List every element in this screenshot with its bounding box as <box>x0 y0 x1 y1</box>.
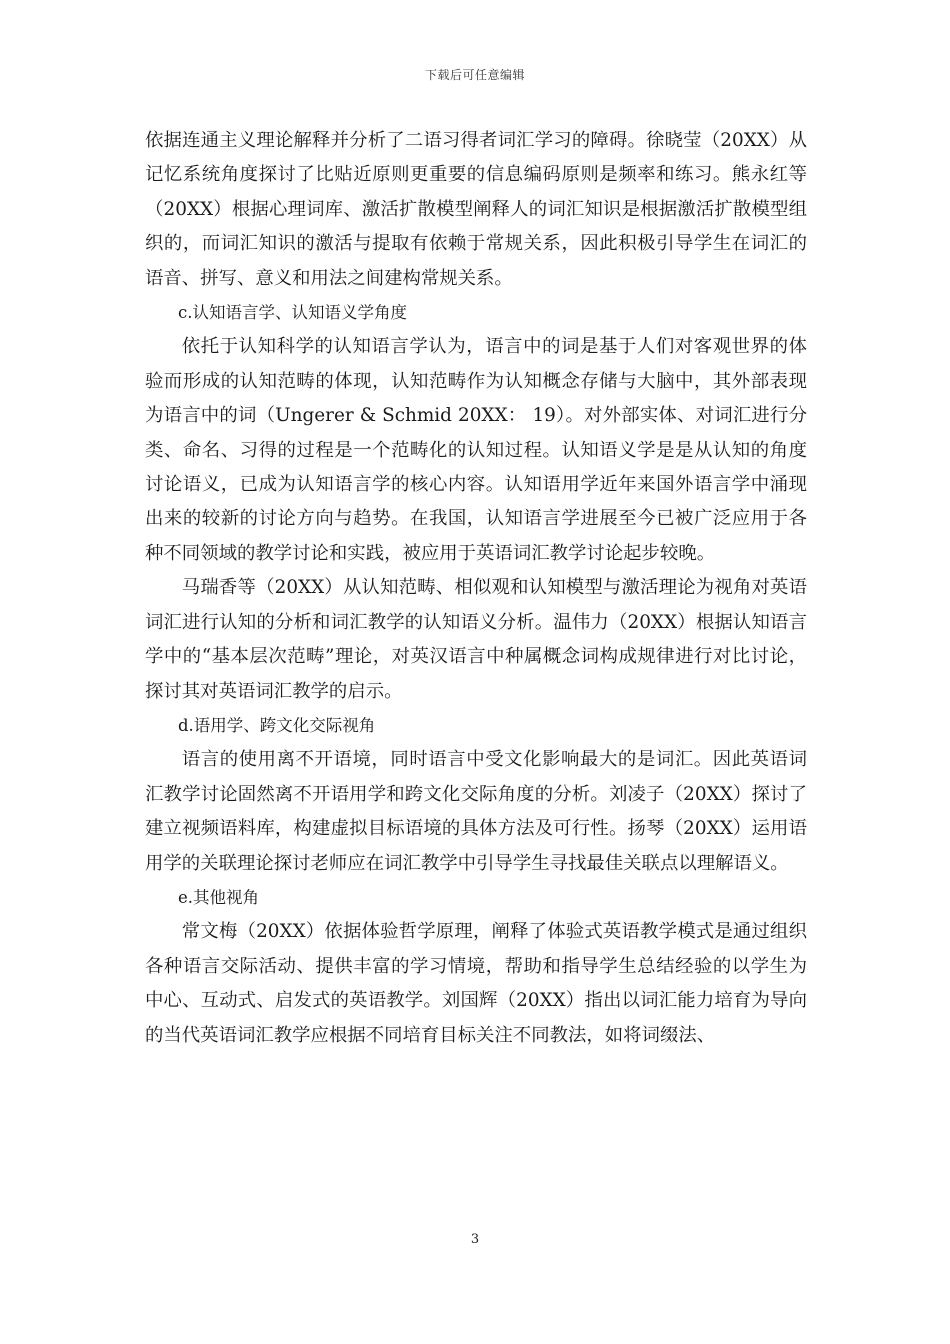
paragraph-4: 语言的使用离不开语境，同时语言中受文化影响最大的是词汇。因此英语词汇教学讨论固然离不开语用学和跨文化交际角度的分析。刘凌子（20XX）探讨了建立视频语料库，构建虚拟目标语境的具体方法及可行性。扬琴（20XX）运用语用学的关联理论探讨老师应在词汇教学中引导学生寻找最佳关联点以理解语义。 <box>145 749 807 874</box>
paragraph-3: 马瑞香等（20XX）从认知范畴、相似观和认知模型与激活理论为视角对英语词汇进行认知的分析和词汇教学的认知语义分析。温伟力（20XX）根据认知语言学中的“基本层次范畴”理论，对英汉语言中种属概念词构成规律进行对比讨论，探讨其对英语词汇教学的启示。 <box>145 577 807 702</box>
document-body <box>145 124 807 1053</box>
paragraph-1: 依据连通主义理论解释并分析了二语习得者词汇学习的障碍。徐晓莹（20XX）从记忆系统角度探讨了比贴近原则更重要的信息编码原则是频率和练习。熊永红等（20XX）根据心理词库、激活扩散模型阐释人的词汇知识是根据激活扩散模型组织的，而词汇知识的激活与提取有依赖于常规关系，因此积极引导学生在词汇的语音、拼写、意义和用法之间建构常规关系。 <box>145 130 807 289</box>
section-heading-d: d.语用学、跨文化交际视角 <box>178 715 376 735</box>
paragraph-5: 常文梅（20XX）依据体验哲学原理，阐释了体验式英语教学模式是通过组织各种语言交际活动、提供丰富的学习情境，帮助和指导学生总结经验的以学生为中心、互动式、启发式的英语教学。刘国辉（20XX）指出以词汇能力培育为导向的当代英语词汇教学应根据不同培育目标关注不同教法，如将词缀法、 <box>145 921 807 1046</box>
section-heading-e: e.其他视角 <box>178 887 260 907</box>
page-header: 下载后可任意编辑 <box>424 68 525 82</box>
page-number: 3 <box>470 1232 480 1247</box>
section-heading-c: c.认知语言学、认知语义学角度 <box>178 303 407 323</box>
paragraph-2: 依托于认知科学的认知语言学认为，语言中的词是基于人们对客观世界的体验而形成的认知范畴的体现，认知范畴作为认知概念存储与大脑中，其外部表现为语言中的词（Ungerer & Schmid 20XX： 19）。对外部实体、对词汇进行分类、命名、习得的过程是一个范畴化的认知过程。认知语义学是是从认知的角度讨论语义，已成为认知语言学的核心内容。认知语用学近年来国外语言学中涌现出来的较新的讨论方向与趋势。在我国，认知语言学进展至今已被广泛应用于各种不同领域的教学讨论和实践，被应用于英语词汇教学讨论起步较晚。 <box>145 336 807 564</box>
